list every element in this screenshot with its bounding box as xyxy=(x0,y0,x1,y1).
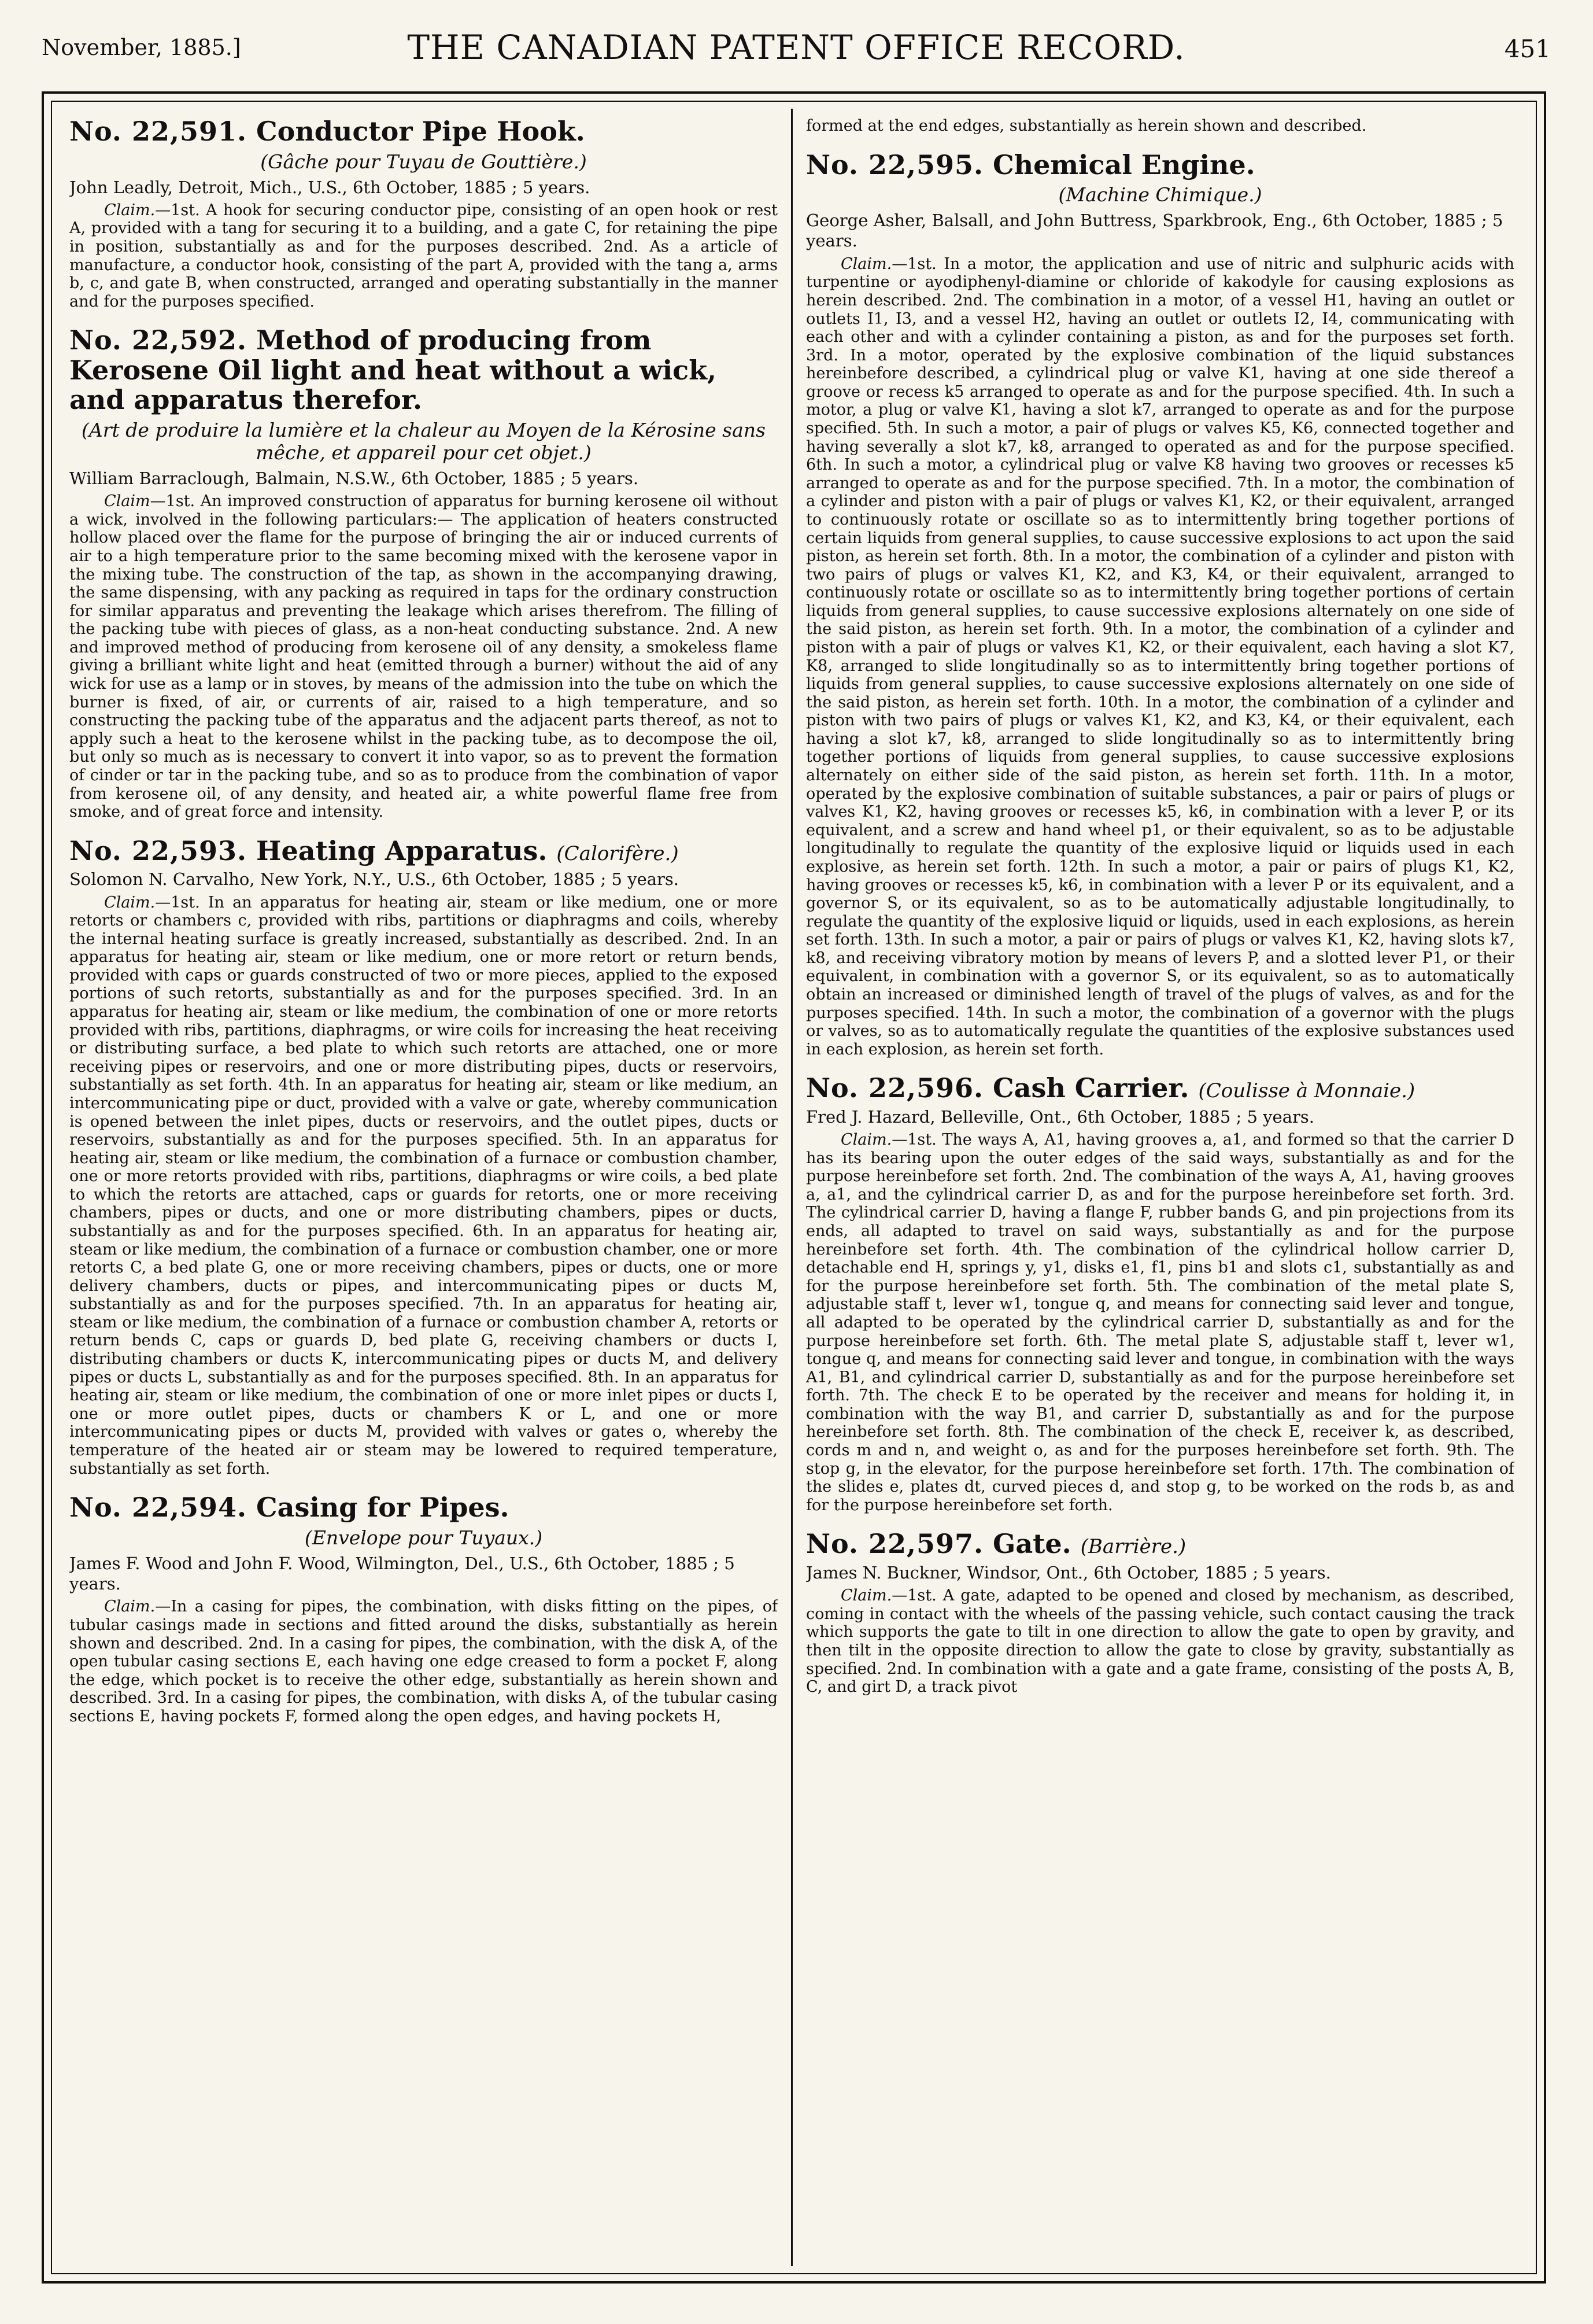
claim-label: Claim. xyxy=(841,1131,892,1149)
patent-entry xyxy=(69,117,778,311)
patentee-line: George Asher, Balsall, and John Buttress, Sparkbrook, Eng., 6th October, 1885 ; 5 years. xyxy=(806,211,1503,251)
patent-heading xyxy=(806,1074,1514,1104)
claim-body: —1st. The ways A, A1, having grooves a, a1, and formed so that the carrier D has its bearing upon the outer edges of the said ways, substantially as and for the purpose hereinbefore set forth. 2nd. The combination of the ways A, A1, having grooves a, a1, and the cylindrical carrier D, as and for the purpose hereinbefore set forth. 3rd. The cylindrical carrier D, having a flange F, rubber bands G, and pin projections from its ends, all adapted to travel on said ways, substantially as and for the purpose hereinbefore set forth. 4th. The combination of the cylindrical hollow carrier D, detachable end H, springs y, y1, disks e1, f1, pins b1 and slots c1, substantially as and for the purpose hereinbefore set forth. 5th. The combination of the metal plate S, adjustable staff t, lever w1, tongue q, and means for connecting said lever and tongue, all adapted to be operated by the cylindrical carrier D, substantially as and for the purpose hereinbefore set forth. 6th. The metal plate S, adjustable staff t, lever w1, tongue q, and means for connecting said lever and tongue, in combination with the ways A1, B1, and cylindrical carrier D, substantially as and for the purpose hereinbefore set forth. 7th. The check E to be operated by the receiver and means for holding it, in combination with the way B1, and carrier D, substantially as and for the purpose hereinbefore set forth. 8th. The combination of the check E, receiver k, as described, cords m and n, and weight o, as and for the purposes hereinbefore set forth. 9th. The stop g, in the elevator, for the purpose hereinbefore set forth. 17th. The combination of the slides e, plates dt, curved pieces d, and stop g, to be worked on the rods b, as and for the purpose hereinbefore set forth. xyxy=(806,1131,1514,1514)
patent-number: No. 22,591. xyxy=(69,117,247,147)
claim-text xyxy=(69,1598,778,1725)
issue-date: November, 1885.] xyxy=(42,35,241,60)
continued-claim-text: formed at the end edges, substantially as herein shown and described. xyxy=(806,117,1367,135)
patent-entry xyxy=(69,326,778,821)
left-column xyxy=(69,117,778,2258)
patent-title: Method of producing from Kerosene Oil light and heat without a wick, and apparatus therefor. xyxy=(69,324,717,416)
patent-number: No. 22,595. xyxy=(806,149,984,180)
patent-number: No. 22,597. xyxy=(806,1528,984,1560)
claim-label: Claim. xyxy=(841,254,892,273)
patent-title: Conductor Pipe Hook. xyxy=(256,117,585,147)
patent-title: Casing for Pipes. xyxy=(256,1492,509,1523)
patent-title: Gate. xyxy=(993,1528,1071,1560)
patent-heading xyxy=(806,1529,1514,1559)
patent-translation: (Calorifère.) xyxy=(556,842,679,865)
claim-body: —1st. An improved construction of apparatus for burning kerosene oil without a wick, involved in the following particulars:— The application of heaters constructed hollow placed over the flame for the purpose of bringing the air or induced currents of air to a high temperature prior to the same becoming mixed with the kerosene vapor in the mixing tube. The construction of the tap, as shown in the accompanying drawing, the same dispensing, with any packing as required in taps for the ordinary construction for similar apparatus and preventing the leakage which arises therefrom. The filling of the packing tube with pieces of glass, as a non-heat conducting substance. 2nd. A new and improved method of producing from kerosene oil of any density, a smokeless flame giving a brilliant white light and heat (emitted through a burner) without the aid of any wick for use as a lamp or in stoves, by means of the admission into the tube on which the burner is fixed, of air, or currents of air, raised to a high temperature, and so constructing the packing tube of the apparatus and the adjacent parts thereof, as not to apply such a heat to the kerosene whilst in the packing tube, as to decompose the oil, but only so much as is necessary to convert it into vapor, so as to prevent the formation of cinder or tar in the packing tube, and so as to produce from the combination of vapor from kerosene oil, of any density, and heated air, a white powerful flame free from smoke, and of great force and intensity. xyxy=(69,492,778,821)
patent-entry xyxy=(69,1493,778,1725)
patentee-line: William Barraclough, Balmain, N.S.W., 6th October, 1885 ; 5 years. xyxy=(69,468,639,488)
patent-entry xyxy=(806,1529,1514,1696)
patent-translation: (Envelope pour Tuyaux.) xyxy=(304,1526,543,1549)
patent-translation: (Gâche pour Tuyau de Gouttière.) xyxy=(260,150,587,173)
patent-heading xyxy=(69,326,778,415)
patent-heading xyxy=(69,1493,778,1523)
claim-label: Claim. xyxy=(104,1598,156,1616)
page-number: 451 xyxy=(1504,35,1551,63)
patent-entry xyxy=(806,150,1514,1059)
claim-text xyxy=(806,255,1514,1058)
patent-translation: (Art de produire la lumière et la chaleur au Moyen de la Kérosine sans mêche, et appareil pour cet objet.) xyxy=(82,418,766,464)
patentee-line: Solomon N. Carvalho, New York, N.Y., U.S., 6th October, 1885 ; 5 years. xyxy=(69,869,679,890)
claim-text xyxy=(69,201,778,311)
claim-label: Claim. xyxy=(104,201,156,219)
page-frame xyxy=(42,91,1546,2284)
patent-translation: (Machine Chimique.) xyxy=(1058,183,1262,206)
patent-translation: (Barrière.) xyxy=(1080,1535,1187,1559)
patent-title: Cash Carrier. xyxy=(993,1072,1189,1104)
patent-number: No. 22,596. xyxy=(806,1072,984,1104)
claim-body: —1st. A gate, adapted to be opened and closed by mechanism, as described, coming in contact with the wheels of the passing vehicle, such contact causing the track which supports the gate to tilt in one direction to allow the gate to open by gravity, and then tilt in the opposite direction to allow the gate to close by gravity, substantially as specified. 2nd. In combination with a gate and a gate frame, consisting of the posts A, B, C, and girt D, a track pivot xyxy=(806,1587,1514,1696)
claim-body: —1st. In an apparatus for heating air, steam or like medium, one or more retorts or chambers c, provided with ribs, partitions or diaphragms and coils, whereby the internal heating surface is greatly increased, substantially as described. 2nd. In an apparatus for heating air, steam or like medium, one or more retort or return bends, provided with caps or guards constructed of two or more pieces, applied to the exposed portions of such retorts, substantially as and for the purposes specified. 3rd. In an apparatus for heating air, steam or like medium, the combination of one or more retorts provided with ribs, partitions, diaphragms, or wire coils for increasing the heat receiving or distributing surface, a bed plate to which such retorts are attached, one or more receiving pipes or reservoirs, and one or more distributing pipes, ducts or reservoirs, substantially as set forth. 4th. In an apparatus for heating air, steam or like medium, an intercommunicating pipe or duct, provided with a valve or gate, whereby communication is opened between the inlet pipes, ducts or reservoirs, and the outlet pipes, ducts or reservoirs, substantially as and for the purposes specified. 5th. In an apparatus for heating air, steam or like medium, the combination of a furnace or combustion chamber, one or more retorts provided with ribs, partitions, diaphragms or wire coils, a bed plate to which the retorts are attached, caps or guards for retorts, one or more receiving chambers, pipes or ducts, and one or more distributing chambers, pipes or ducts, substantially as and for the purposes specified. 6th. In an apparatus for heating air, steam or like medium, the combination of a furnace or combustion chamber, one or more retorts C, a bed plate G, one or more receiving chambers, pipes or ducts, one or more delivery chambers, ducts or pipes, and intercommunicating pipes or ducts M, substantially as and for the purposes specified. 7th. In an apparatus for heating air, steam or like medium, the combination of a furnace or combustion chamber A, retorts or return bends C, caps or guards D, bed plate G, receiving chambers or ducts I, distributing chambers or ducts K, intercommunicating pipes or ducts M, and delivery pipes or ducts L, substantially as and for the purposes specified. 8th. In an apparatus for heating air, steam or like medium, the combination of one or more inlet pipes or ducts I, one or more outlet pipes, ducts or chambers K or L, and one or more intercommunicating pipes or ducts M, provided with valves or gates o, whereby the temperature of the heated air or steam may be lowered to required temperature, substantially as set forth. xyxy=(69,893,778,1478)
patent-heading xyxy=(69,117,778,147)
patent-title: Heating Apparatus. xyxy=(256,835,548,866)
claim-text xyxy=(69,894,778,1478)
right-column xyxy=(806,117,1514,2258)
publication-title: THE CANADIAN PATENT OFFICE RECORD. xyxy=(407,28,1185,67)
claim-body: —1st. In a motor, the application and use of nitric and sulphuric acids with turpentine or ayodiphenyl-diamine or chloride of kakodyle for causing explosions as herein described. 2nd. The combination in a motor, of a vessel H1, having an outlet or outlets I1, I3, and a vessel H2, having an outlet or outlets I2, I4, communicating with each other and with a cylinder containing a piston, as and for the purposes set forth. 3rd. In a motor, operated by the explosive combination of the liquid substances hereinbefore described, a cylindrical plug or valve K1, having at one side thereof a groove or recess k5 arranged to operate as and for the purpose specified. 4th. In such a motor, a plug or valve K1, having a slot k7, arranged to operate as and for the purpose specified. 5th. In such a motor, a pair of plugs or valves K5, K6, connected together and having severally a slot k7, k8, arranged to operated as and for the purpose specified. 6th. In such a motor, a cylindrical plug or valve K8 having two grooves or recesses k5 arranged to operate as and for the purpose specified. 7th. In a motor, the combination of a cylinder and piston with a pair of plugs or valves K1, K2, or their equivalent, arranged to continuously rotate or oscillate so as to intermittently bring together portions of certain liquids from general supplies, to cause successive explosions to act upon the said piston, as herein set forth. 8th. In a motor, the combination of a cylinder and piston with two pairs of plugs or valves K1, K2, and K3, K4, or their equivalent, arranged to continuously rotate or oscillate so as to intermittently bring together portions of certain liquids from general supplies, to cause successive explosions alternately on one side of the said piston, as herein set forth. 9th. In a motor, the combination of a cylinder and piston with a pair of plugs or valves K1, K2, or their equivalent, each having a slot K7, K8, arranged to slide longitudinally so as to intermittently bring together portions of liquids from general supplies, to cause successive explosions alternately on one side of the said piston, as herein set forth. 10th. In a motor, the combination of a cylinder and piston with two pairs of plugs or valves K1, K2, and K3, K4, or their equivalent, each having a slot k7, k8, arranged to slide longitudinally so as to intermittently bring together portions of liquids from general supplies, to cause successive explosions alternately on either side of the said piston, as herein set forth. 11th. In a motor, operated by the explosive combination of suitable substances, a pair or pairs of plugs or valves K1, K2, having grooves or recesses k5, k6, in combination with a lever P, or its equivalent, and a screw and hand wheel p1, or their equivalent, so as to be adjustable longitudinally to regulate the quantity of the explosive liquid or liquids used in each explosive, as herein set forth. 12th. In such a motor, a pair or pairs of plugs K1, K2, having grooves or recesses k5, k6, in combination with a lever P or its equivalent, and a governor S, or its equivalent, so as to be automatically adjustable longitudinally, to regulate the quantity of the explosive liquid or liquids, used in each explosions, as herein set forth. 13th. In such a motor, a pair or pairs of plugs or valves K1, K2, having slots k7, k8, and receiving vibratory motion by means of levers P, and a slotted lever P1, or their equivalent, in combination with a governor S, or its equivalent, so as to automatically obtain an increased or diminished length of travel of the plugs of valves, as and for the purposes specified. 14th. In such a motor, the combination of a governor with the plugs or valves, so as to automatically regulate the quantities of the explosive substances used in each explosion, as herein set forth. xyxy=(806,254,1514,1058)
claim-label: Claim xyxy=(104,492,150,511)
patent-title: Chemical Engine. xyxy=(993,149,1255,180)
claim-text xyxy=(806,1131,1514,1514)
claim-label: Claim. xyxy=(841,1587,892,1605)
claim-label: Claim. xyxy=(104,893,156,912)
patent-number: No. 22,593. xyxy=(69,835,247,866)
patentee-line: John Leadly, Detroit, Mich., U.S., 6th October, 1885 ; 5 years. xyxy=(69,177,590,197)
claim-text xyxy=(806,1587,1514,1696)
patent-heading xyxy=(69,836,778,866)
patent-number: No. 22,594. xyxy=(69,1492,247,1523)
patentee-line: James F. Wood and John F. Wood, Wilmington, Del., U.S., 6th October, 1885 ; 5 years. xyxy=(69,1553,735,1593)
patent-translation: (Coulisse à Monnaie.) xyxy=(1198,1079,1415,1103)
patent-entry xyxy=(806,1074,1514,1514)
claim-text xyxy=(69,492,778,821)
claim-body: —1st. A hook for securing conductor pipe, consisting of an open hook or rest A, provided with a tang for securing it to a building, and a gate C, for retaining the pipe in position, substantially as and for the purposes described. 2nd. As a article of manufacture, a conductor hook, consisting of the part A, provided with the tang a, arms b, c, and gate B, when constructed, arranged and operating substantially in the manner and for the purposes specified. xyxy=(69,201,778,311)
patent-entry xyxy=(69,836,778,1478)
patentee-line: James N. Buckner, Windsor, Ont., 6th October, 1885 ; 5 years. xyxy=(806,1562,1331,1582)
page-header xyxy=(42,23,1551,75)
patent-heading xyxy=(806,150,1514,180)
column-divider xyxy=(791,109,793,2266)
patent-number: No. 22,592. xyxy=(69,324,247,356)
claim-body: —In a casing for pipes, the combination, with disks fitting on the pipes, of tubular casings made in sections and fitted around the disks, substantially as herein shown and described. 2nd. In a casing for pipes, the combination, with the disk A, of the open tubular casing sections E, each having one edge creased to form a pocket F, along the edge, which pocket is to receive the other edge, substantially as herein shown and described. 3rd. In a casing for pipes, the combination, with disks A, of the tubular casing sections E, having pockets F, formed along the open edges, and having pockets H, xyxy=(69,1598,778,1725)
patentee-line: Fred J. Hazard, Belleville, Ont., 6th October, 1885 ; 5 years. xyxy=(806,1106,1314,1127)
